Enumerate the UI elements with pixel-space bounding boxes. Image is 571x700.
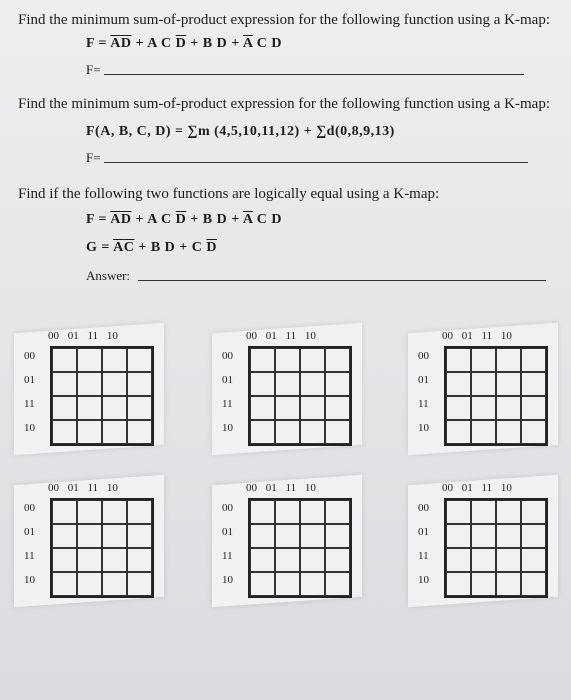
- kmap-cell[interactable]: [77, 548, 102, 572]
- kmap-cell[interactable]: [250, 372, 275, 396]
- kmap-cell[interactable]: [325, 372, 350, 396]
- kmap-cell[interactable]: [446, 572, 471, 596]
- q1-answer-line[interactable]: [104, 74, 524, 75]
- kmap-cell[interactable]: [496, 420, 521, 444]
- kmap-cell[interactable]: [52, 348, 77, 372]
- kmap-row-header: 11: [24, 550, 35, 562]
- kmap-cell[interactable]: [275, 500, 300, 524]
- kmap-cell[interactable]: [446, 348, 471, 372]
- kmap-cell[interactable]: [52, 524, 77, 548]
- kmap-3: [408, 318, 558, 448]
- question-1-text: Find the minimum sum-of-product expression for the following function using a K-map:: [18, 12, 551, 28]
- kmap-cell[interactable]: [300, 420, 325, 444]
- kmap-6: [408, 470, 558, 600]
- q3-answer-line[interactable]: [138, 280, 546, 281]
- kmap-column-headers: 00 01 11 10: [246, 330, 316, 342]
- kmap-cell[interactable]: [250, 396, 275, 420]
- kmap-row-header: 11: [24, 398, 35, 410]
- question-3-text: Find if the following two functions are logically equal using a K-map:: [18, 186, 440, 202]
- kmap-row-header: 11: [222, 398, 233, 410]
- kmap-column-headers: 00 01 11 10: [246, 482, 316, 494]
- kmap-cell[interactable]: [521, 372, 546, 396]
- kmap-row-header: 00: [222, 502, 233, 514]
- kmap-cell[interactable]: [250, 548, 275, 572]
- kmap-grid: [444, 346, 548, 446]
- kmap-cell[interactable]: [127, 396, 152, 420]
- kmap-cell[interactable]: [275, 524, 300, 548]
- kmap-cell[interactable]: [102, 500, 127, 524]
- kmap-cell[interactable]: [496, 572, 521, 596]
- kmap-cell[interactable]: [102, 396, 127, 420]
- kmap-cell[interactable]: [471, 348, 496, 372]
- q1-answer-label: F=: [86, 62, 101, 77]
- kmap-5: [212, 470, 362, 600]
- kmap-cell[interactable]: [250, 524, 275, 548]
- kmap-grid: [50, 498, 154, 598]
- kmap-cell[interactable]: [446, 420, 471, 444]
- kmap-cell[interactable]: [325, 396, 350, 420]
- kmap-row-header: 01: [222, 374, 233, 386]
- kmap-row-header: 00: [24, 350, 35, 362]
- kmap-cell[interactable]: [325, 348, 350, 372]
- kmap-cell[interactable]: [300, 348, 325, 372]
- kmap-row-header: 10: [418, 422, 429, 434]
- kmap-cell[interactable]: [300, 372, 325, 396]
- kmap-cell[interactable]: [521, 524, 546, 548]
- kmap-row-header: 10: [24, 574, 35, 586]
- kmap-cell[interactable]: [77, 396, 102, 420]
- kmap-column-headers: 00 01 11 10: [48, 330, 118, 342]
- kmap-cell[interactable]: [77, 572, 102, 596]
- kmap-cell[interactable]: [250, 348, 275, 372]
- kmap-row-header: 00: [418, 502, 429, 514]
- kmap-cell[interactable]: [102, 348, 127, 372]
- kmap-cell[interactable]: [496, 348, 521, 372]
- kmap-1: [14, 318, 164, 448]
- kmap-cell[interactable]: [102, 548, 127, 572]
- kmap-cell[interactable]: [300, 396, 325, 420]
- kmap-row-header: 01: [418, 526, 429, 538]
- kmap-cell[interactable]: [275, 572, 300, 596]
- kmap-row-header: 10: [24, 422, 35, 434]
- kmap-cell[interactable]: [127, 420, 152, 444]
- kmap-cell[interactable]: [127, 524, 152, 548]
- q3-expression-g: $G = \overline{A}\overline{C} + B$ D + C $\overline{D}$: [86, 240, 217, 255]
- kmap-cell[interactable]: [127, 372, 152, 396]
- kmap-column-headers: 00 01 11 10: [442, 482, 512, 494]
- kmap-cell[interactable]: [496, 524, 521, 548]
- kmap-row-header: 01: [24, 374, 35, 386]
- kmap-cell[interactable]: [77, 524, 102, 548]
- kmap-row-header: 10: [222, 422, 233, 434]
- q2-answer-label: F=: [86, 150, 101, 165]
- kmap-row-header: 11: [418, 550, 429, 562]
- kmap-cell[interactable]: [300, 572, 325, 596]
- kmap-grid: [444, 498, 548, 598]
- kmap-cell[interactable]: [77, 348, 102, 372]
- kmap-cell[interactable]: [127, 500, 152, 524]
- kmap-cell[interactable]: [521, 500, 546, 524]
- kmap-row-header: 01: [222, 526, 233, 538]
- kmap-cell[interactable]: [521, 548, 546, 572]
- kmap-row-header: 00: [24, 502, 35, 514]
- kmap-grid: [248, 498, 352, 598]
- kmap-cell[interactable]: [52, 500, 77, 524]
- kmap-row-header: 00: [418, 350, 429, 362]
- kmap-cell[interactable]: [471, 572, 496, 596]
- kmap-4: [14, 470, 164, 600]
- kmap-cell[interactable]: [521, 348, 546, 372]
- kmap-cell[interactable]: [496, 372, 521, 396]
- kmap-cell[interactable]: [496, 500, 521, 524]
- kmap-cell[interactable]: [471, 372, 496, 396]
- kmap-row-header: 01: [24, 526, 35, 538]
- kmap-cell[interactable]: [496, 548, 521, 572]
- kmap-cell[interactable]: [446, 396, 471, 420]
- kmap-row-header: 11: [418, 398, 429, 410]
- kmap-row-header: 11: [222, 550, 233, 562]
- kmap-cell[interactable]: [446, 548, 471, 572]
- question-2-text: Find the minimum sum-of-product expression for the following function using a K-map:: [18, 96, 551, 112]
- kmap-cell[interactable]: [325, 524, 350, 548]
- kmap-cell[interactable]: [275, 396, 300, 420]
- kmap-cell[interactable]: [52, 396, 77, 420]
- kmap-cell[interactable]: [300, 524, 325, 548]
- kmap-cell[interactable]: [521, 572, 546, 596]
- q1-expression: $F = \overline{A}\overline{D} + A$ C $\overline{D} + B$ $D + \overline{A}$ C D: [86, 36, 282, 51]
- kmap-cell[interactable]: [275, 348, 300, 372]
- kmap-cell[interactable]: [325, 572, 350, 596]
- kmap-cell[interactable]: [275, 372, 300, 396]
- kmap-cell[interactable]: [102, 524, 127, 548]
- kmap-cell[interactable]: [52, 572, 77, 596]
- kmap-column-headers: 00 01 11 10: [442, 330, 512, 342]
- kmap-row-header: 10: [418, 574, 429, 586]
- kmap-cell[interactable]: [521, 396, 546, 420]
- kmap-cell[interactable]: [471, 420, 496, 444]
- kmap-column-headers: 00 01 11 10: [48, 482, 118, 494]
- kmap-cell[interactable]: [471, 548, 496, 572]
- kmap-cell[interactable]: [446, 372, 471, 396]
- kmap-cell[interactable]: [52, 420, 77, 444]
- kmap-cell[interactable]: [471, 396, 496, 420]
- kmap-cell[interactable]: [77, 420, 102, 444]
- kmap-cell[interactable]: [275, 420, 300, 444]
- kmap-cell[interactable]: [77, 372, 102, 396]
- kmap-cell[interactable]: [52, 372, 77, 396]
- kmap-cell[interactable]: [250, 420, 275, 444]
- kmap-cell[interactable]: [52, 548, 77, 572]
- kmap-cell[interactable]: [102, 572, 127, 596]
- kmap-grid: [248, 346, 352, 446]
- kmap-cell[interactable]: [471, 500, 496, 524]
- kmap-cell[interactable]: [127, 572, 152, 596]
- kmap-cell[interactable]: [127, 348, 152, 372]
- kmap-cell[interactable]: [325, 548, 350, 572]
- q2-expression: F(A, B, C, D) = ∑m (4,5,10,11,12) + ∑d(0,8,9,13): [86, 124, 395, 139]
- kmap-cell[interactable]: [446, 500, 471, 524]
- kmap-cell[interactable]: [325, 500, 350, 524]
- kmap-row-header: 01: [418, 374, 429, 386]
- kmap-cell[interactable]: [102, 420, 127, 444]
- kmap-cell[interactable]: [250, 572, 275, 596]
- q3-answer-label: Answer:: [86, 268, 131, 283]
- kmap-grid: [50, 346, 154, 446]
- kmap-cell[interactable]: [496, 396, 521, 420]
- kmap-cell[interactable]: [102, 372, 127, 396]
- kmap-cell[interactable]: [127, 548, 152, 572]
- kmap-2: [212, 318, 362, 448]
- kmap-cell[interactable]: [300, 500, 325, 524]
- kmap-cell[interactable]: [325, 420, 350, 444]
- kmap-cell[interactable]: [446, 524, 471, 548]
- kmap-cell[interactable]: [521, 420, 546, 444]
- kmap-cell[interactable]: [77, 500, 102, 524]
- kmap-cell[interactable]: [250, 500, 275, 524]
- kmap-cell[interactable]: [275, 548, 300, 572]
- q3-expression-f: $F = \overline{A}\overline{D} + A$ C $\overline{D} + B$ $D + \overline{A}$ C D: [86, 212, 282, 227]
- kmap-row-header: 10: [222, 574, 233, 586]
- kmap-cell[interactable]: [471, 524, 496, 548]
- kmap-cell[interactable]: [300, 548, 325, 572]
- q2-answer-line[interactable]: [104, 162, 528, 163]
- kmap-row-header: 00: [222, 350, 233, 362]
